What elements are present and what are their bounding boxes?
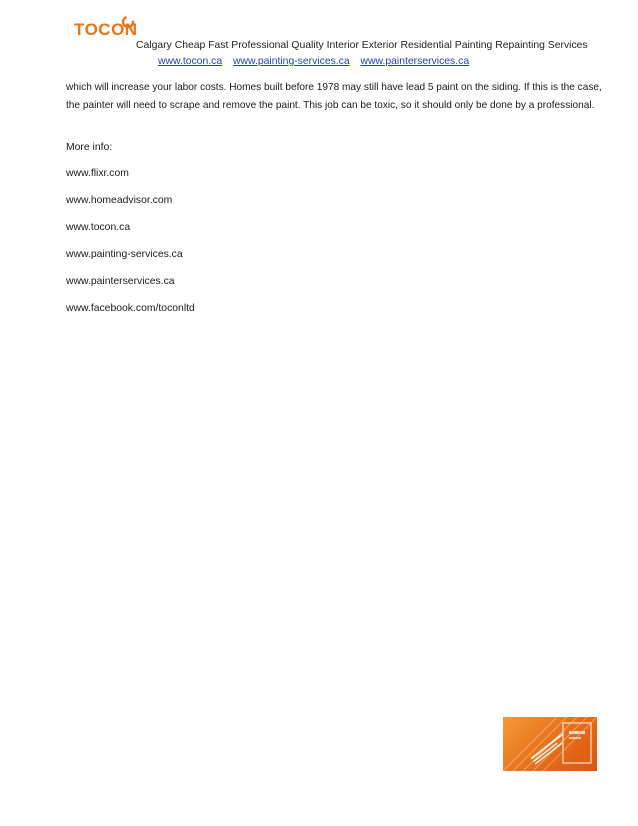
list-item: www.facebook.com/toconltd (66, 303, 195, 314)
body-paragraph: which will increase your labor costs. Homes built before 1978 may still have lead 5 paint on the siding. If this is the case, the painter will need to scrape and remove the paint. This job can be toxic, so it should only be done by a professional. (66, 82, 602, 111)
header-links (158, 56, 477, 67)
list-item: www.tocon.ca (66, 222, 131, 233)
header-link-painterservices[interactable]: www.painterservices.ca (360, 56, 470, 67)
footer-brand-image (503, 717, 597, 771)
tocon-logo (74, 14, 138, 44)
more-info-links (66, 168, 195, 330)
more-info-label: More info: (66, 142, 113, 153)
list-item: www.flixr.com (66, 168, 129, 179)
logo-text: TOCON (74, 20, 138, 39)
logo-swirl-icon (120, 14, 136, 30)
list-item: www.homeadvisor.com (66, 195, 173, 206)
header-title: Calgary Cheap Fast Professional Quality Interior Exterior Residential Painting Repainting Services (136, 40, 588, 51)
header-link-painting-services[interactable]: www.painting-services.ca (233, 56, 350, 67)
header-link-tocon[interactable]: www.tocon.ca (158, 56, 223, 67)
brand-card-icon (503, 717, 597, 771)
list-item: www.painting-services.ca (66, 249, 183, 260)
list-item: www.painterservices.ca (66, 276, 175, 287)
